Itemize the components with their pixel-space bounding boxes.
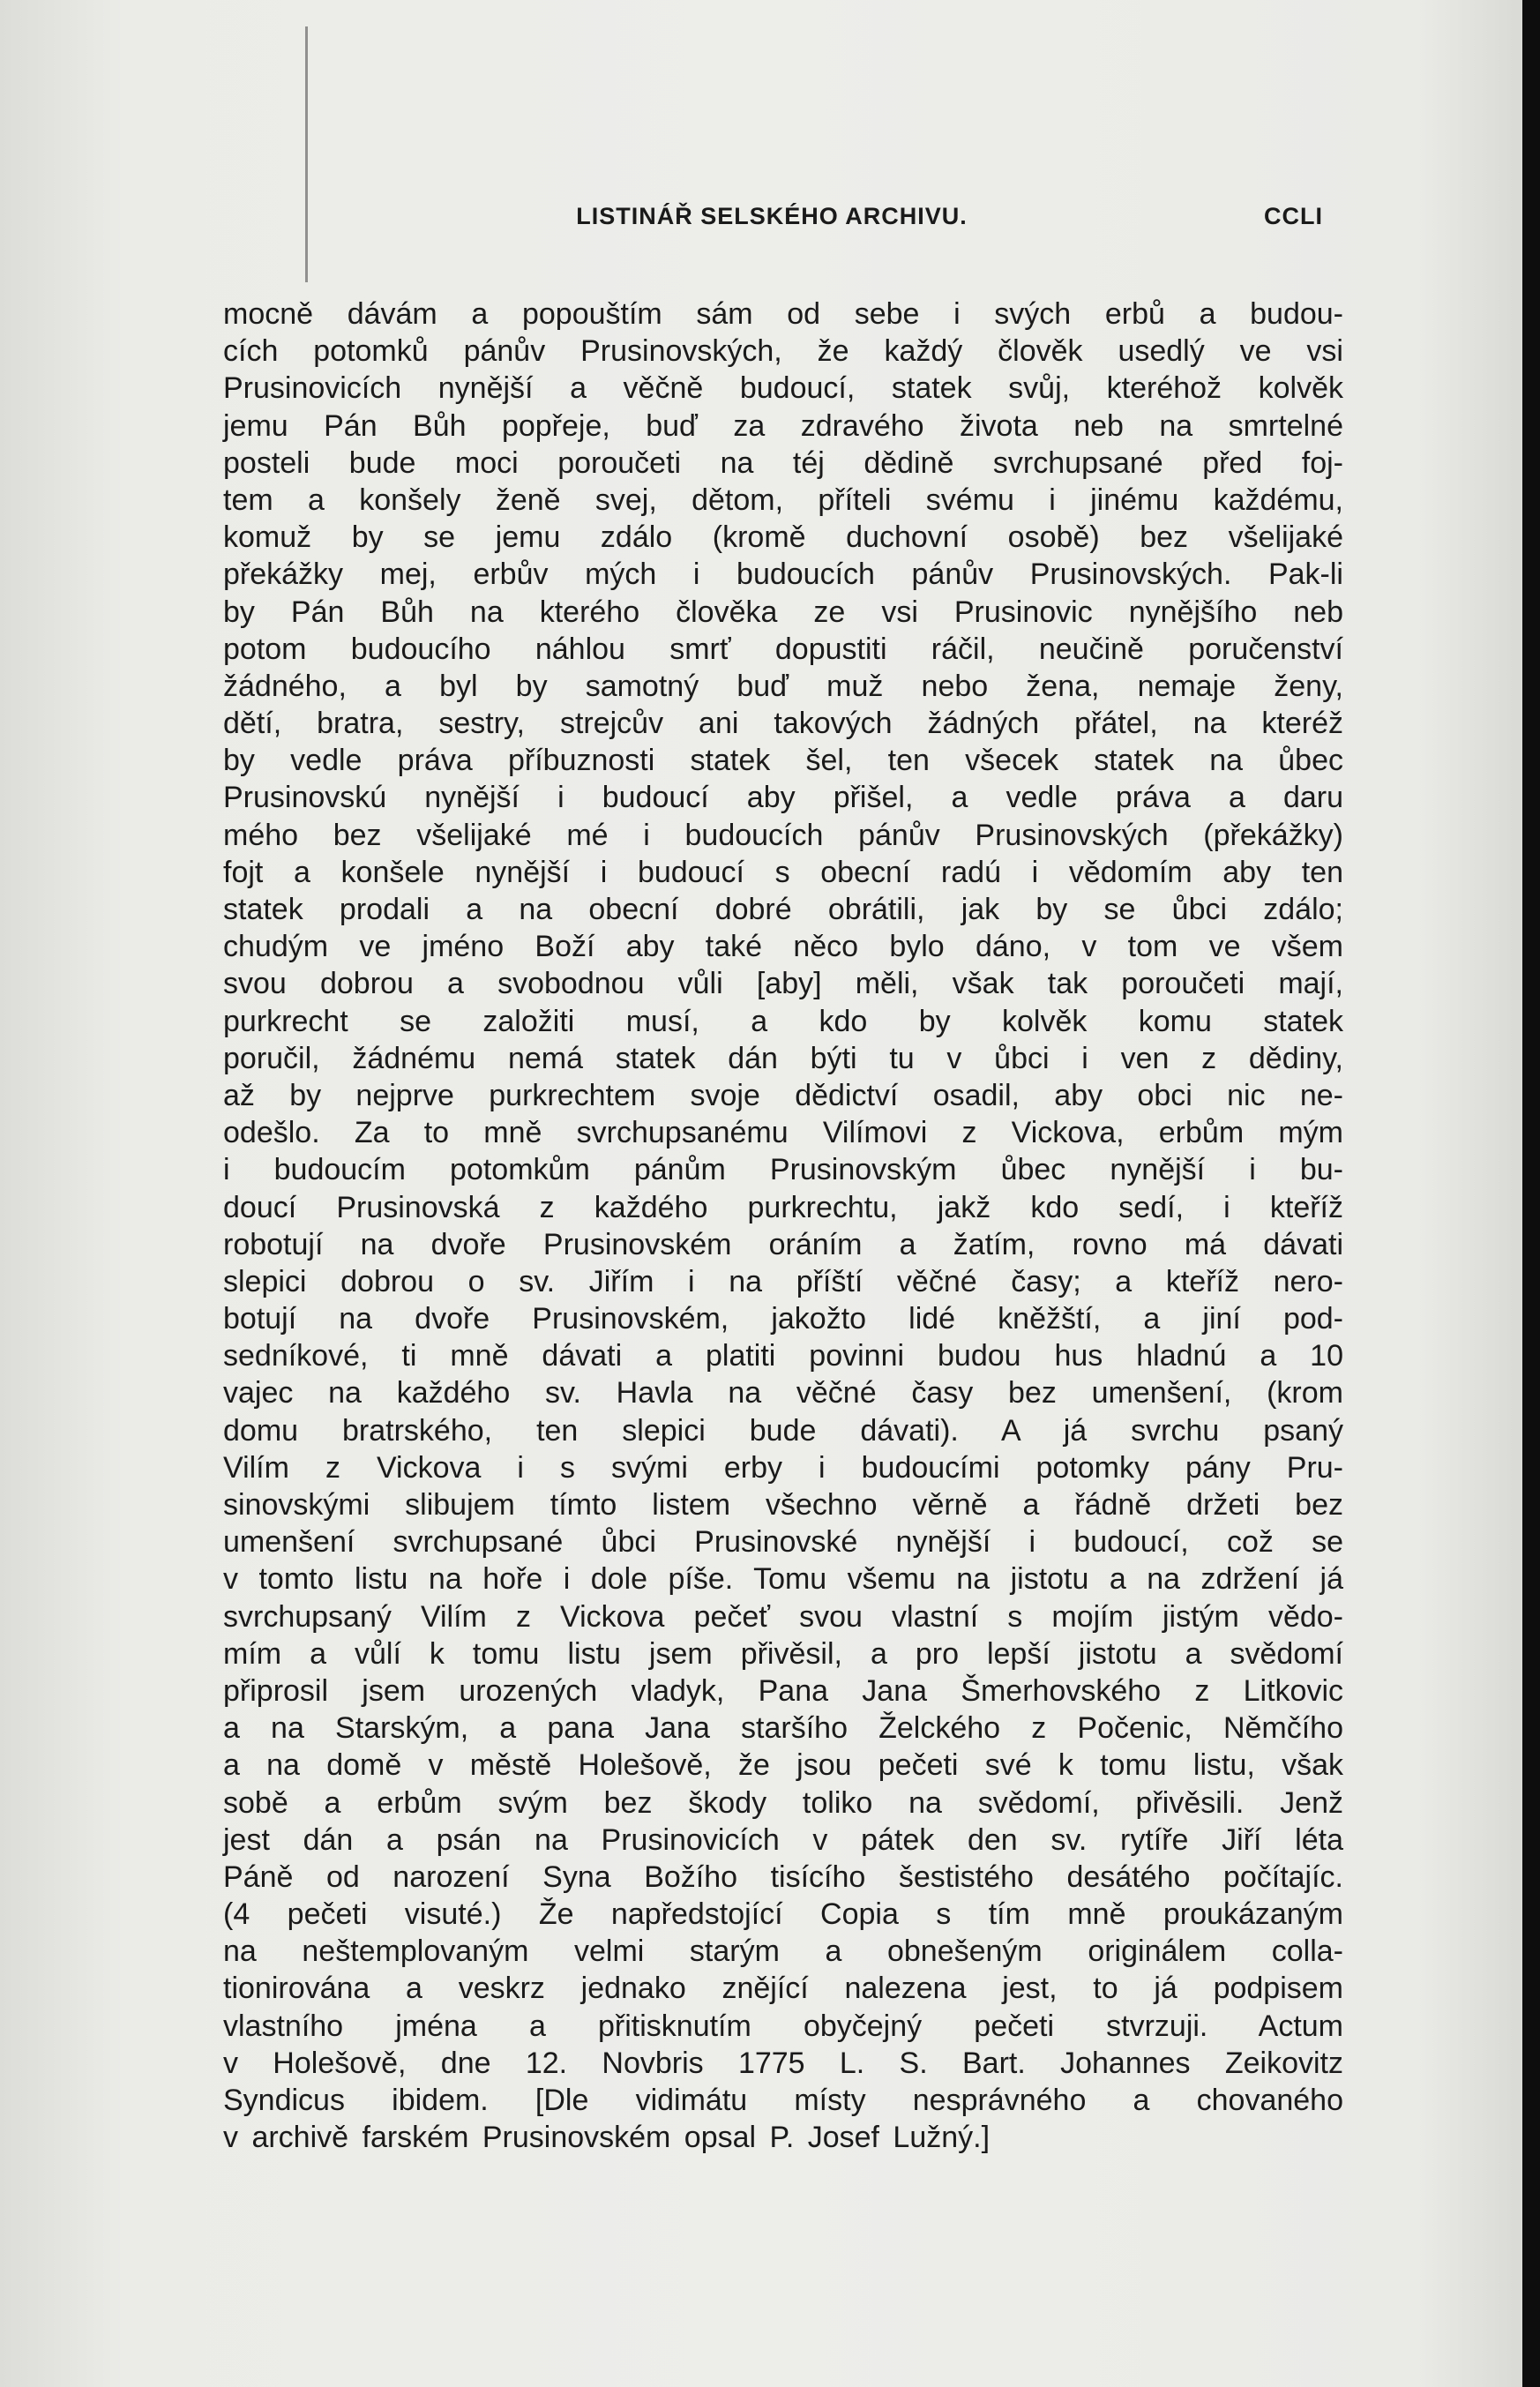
text-line: vajec na každého sv. Havla na věčné časy bez umenšení, (krom (223, 1376, 1343, 1410)
text-line: purkrecht se založiti musí, a kdo by kolvěk komu statek (223, 1004, 1343, 1038)
text-line: žádného, a byl by samotný buď muž nebo žena, nemaje ženy, (223, 669, 1343, 703)
text-line: v tomto listu na hoře i dole píše. Tomu všemu na jistotu a na zdržení já (223, 1562, 1343, 1597)
text-line: komuž by se jemu zdálo (kromě duchovní osobě) bez všelijaké (223, 520, 1343, 555)
text-line: Vilím z Vickova i s svými erby i budoucími potomky pány Pru- (223, 1450, 1343, 1485)
text-line: mého bez všelijaké mé i budoucích pánův Prusinovských (překážky) (223, 818, 1343, 852)
text-line: potom budoucího náhlou smrť dopustiti ráčil, neučině poručenství (223, 632, 1343, 666)
text-line: jest dán a psán na Prusinovicích v pátek den sv. rytíře Jiří léta (223, 1822, 1343, 1857)
scan-border-right (1522, 0, 1540, 2387)
text-line: botují na dvoře Prusinovském, jakožto lidé kněžští, a jiní pod- (223, 1302, 1343, 1336)
text-line: v archivě farském Prusinovském opsal P. Josef Lužný.] (223, 2121, 991, 2155)
text-line: v Holešově, dne 12. Novbris 1775 L. S. Bart. Johannes Zeikovitz (223, 2046, 1343, 2080)
text-line: až by nejprve purkrechtem svoje dědictví osadil, aby obci nic ne- (223, 1078, 1343, 1112)
page-number: CCLI (1264, 203, 1323, 229)
text-line: Páně od narození Syna Božího tisícího šestistého desátého počítajíc. (223, 1859, 1343, 1894)
text-line: robotují na dvoře Prusinovském oráním a žatím, rovno má dávati (223, 1227, 1343, 1261)
text-line: umenšení svrchupsané ůbci Prusinovské nynější i budoucí, což se (223, 1525, 1343, 1560)
running-header (221, 203, 1323, 238)
text-line: tionirována a veskrz jednako znějící nalezena jest, to já podpisem (223, 1972, 1343, 2006)
text-line: Prusinovicích nynější a věčně budoucí, statek svůj, kteréhož kolvěk (223, 371, 1343, 406)
text-line: mím a vůlí k tomu listu jsem přivěsil, a pro lepší jistotu a svědomí (223, 1636, 1343, 1671)
text-line: sedníkové, ti mně dávati a platiti povinni budou hus hladnú a 10 (223, 1339, 1343, 1373)
text-line: jemu Pán Bůh popřeje, buď za zdravého života neb na smrtelné (223, 408, 1343, 443)
text-line: cích potomků pánův Prusinovských, že každý člověk usedlý ve vsi (223, 334, 1343, 369)
text-line: odešlo. Za to mně svrchupsanému Vilímovi z Vickova, erbům mým (223, 1116, 1343, 1150)
text-line: by Pán Bůh na kterého člověka ze vsi Prusinovic nynějšího neb (223, 595, 1343, 629)
text-line: i budoucím potomkům pánům Prusinovským ůbec nynější i bu- (223, 1153, 1343, 1187)
text-line: chudým ve jméno Boží aby také něco bylo dáno, v tom ve všem (223, 930, 1343, 964)
body-text (223, 296, 1343, 2156)
text-line: doucí Prusinovská z každého purkrechtu, jakž kdo sedí, i kteříž (223, 1190, 1343, 1224)
text-line: tem a konšely ženě svej, dětom, příteli svému i jinému každému, (223, 483, 1343, 517)
text-line: a na Starským, a pana Jana staršího Želckého z Počenic, Němčího (223, 1711, 1343, 1746)
text-line: na neštemplovaným velmi starým a obnešeným originálem colla- (223, 1934, 1343, 1969)
text-line: domu bratrského, ten slepici bude dávati). A já svrchu psaný (223, 1413, 1343, 1448)
text-line: a na domě v městě Holešově, že jsou pečeti své k tomu listu, však (223, 1748, 1343, 1783)
text-line: svou dobrou a svobodnou vůli [aby] měli, však tak poroučeti mají, (223, 967, 1343, 1001)
text-line: Prusinovskú nynější i budoucí aby přišel, a vedle práva a daru (223, 781, 1343, 815)
text-line: sinovskými slibujem tímto listem všechno věrně a řádně držeti bez (223, 1488, 1343, 1522)
text-line: dětí, bratra, sestry, strejcův ani takových žádných přátel, na kteréž (223, 707, 1343, 741)
text-line: mocně dávám a popouštím sám od sebe i svých erbů a budou- (223, 297, 1343, 331)
text-line: Syndicus ibidem. [Dle vidimátu místy nesprávného a chovaného (223, 2084, 1343, 2117)
text-line: by vedle práva příbuznosti statek šel, ten všecek statek na ůbec (223, 744, 1343, 778)
text-line: (4 pečeti visuté.) Že napředstojící Copia s tím mně proukázaným (223, 1897, 1343, 1932)
text-line: statek prodali a na obecní dobré obrátili, jak by se ůbci zdálo; (223, 893, 1343, 926)
text-line: vlastního jména a přitisknutím obyčejný pečeti stvrzuji. Actum (223, 2009, 1343, 2043)
text-line: slepici dobrou o sv. Jiřím i na příští věčné časy; a kteříž nero- (223, 1264, 1343, 1298)
binding-edge-line (305, 26, 308, 282)
text-line: fojt a konšele nynější i budoucí s obecní radú i vědomím aby ten (223, 855, 1343, 889)
text-line: překážky mej, erbův mých i budoucích pánův Prusinovských. Pak-li (223, 557, 1343, 592)
text-line: poručil, žádnému nemá statek dán býti tu v ůbci i ven z dědiny, (223, 1041, 1343, 1075)
text-line: svrchupsaný Vilím z Vickova pečeť svou vlastní s mojím jistým vědo- (223, 1599, 1343, 1634)
text-line: sobě a erbům svým bez škody toliko na svědomí, přivěsili. Jenž (223, 1785, 1343, 1820)
header-title: LISTINÁŘ SELSKÉHO ARCHIVU. (576, 203, 968, 229)
text-line: posteli bude moci poroučeti na téj dědině svrchupsané před foj- (223, 445, 1343, 480)
text-line: připrosil jsem urozených vladyk, Pana Jana Šmerhovského z Litkovic (223, 1673, 1343, 1708)
